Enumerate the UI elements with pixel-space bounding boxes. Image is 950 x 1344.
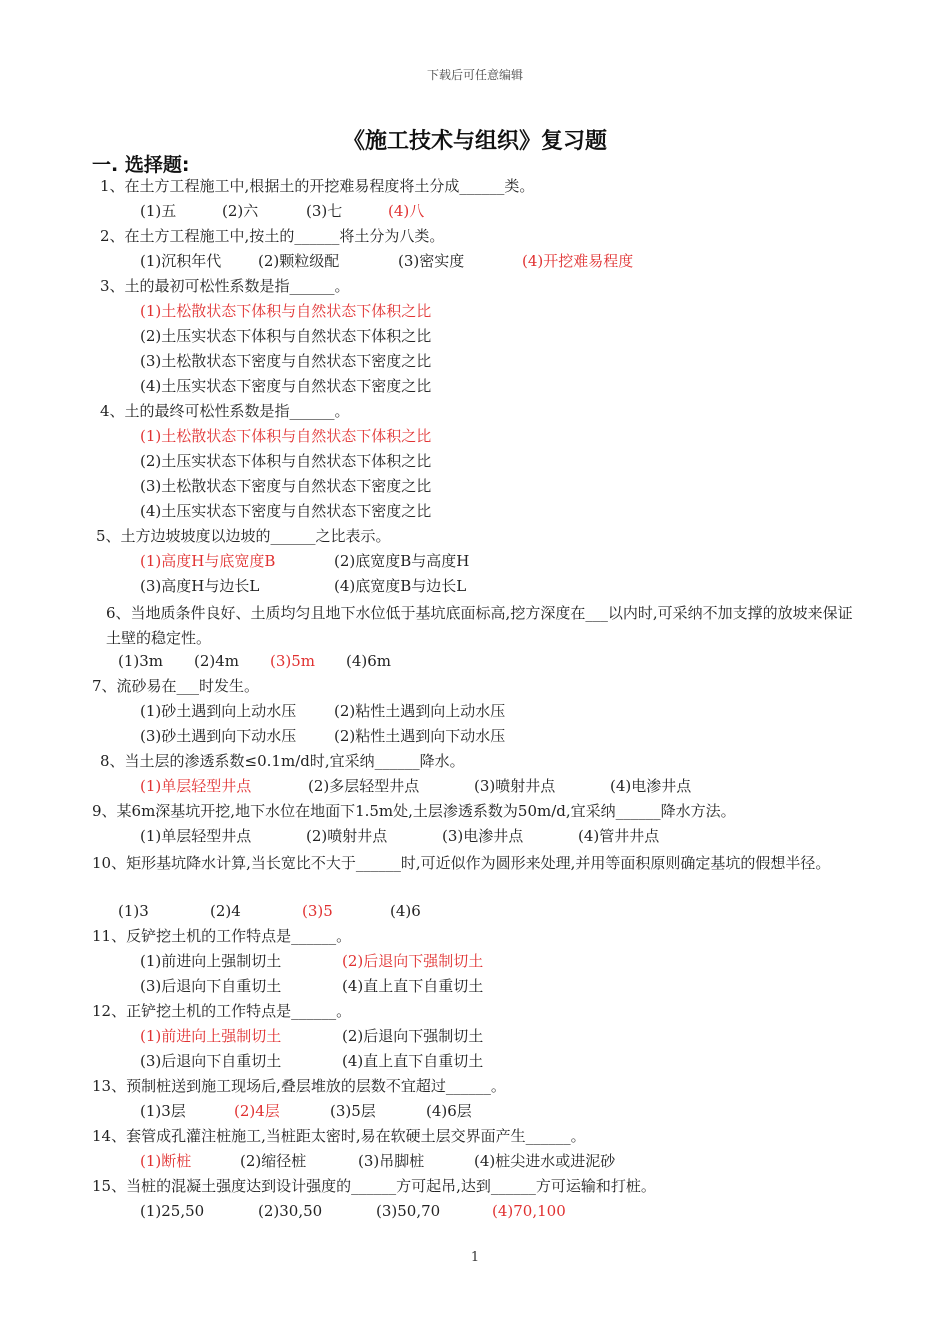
q5-option-1-answer: (1)高度H与底宽度B [140, 552, 276, 570]
q9-option-1: (1)单层轻型井点 [140, 827, 252, 845]
question-1: 1、在土方工程施工中,根据土的开挖难易程度将土分成______类。 [100, 177, 535, 195]
q6-option-2: (2)4m [194, 652, 240, 670]
q1-option-3: (3)七 [306, 202, 343, 220]
q10-option-1: (1)3 [118, 902, 149, 920]
q8-option-1-answer: (1)单层轻型井点 [140, 777, 252, 795]
question-9: 9、某6m深基坑开挖,地下水位在地面下1.5m处,土层渗透系数为50m/d,宜采纳______降水方法。 [92, 802, 736, 820]
q12-option-2: (2)后退向下强制切土 [342, 1027, 484, 1045]
q4-option-4: (4)土压实状态下密度与自然状态下密度之比 [140, 502, 432, 520]
question-11: 11、反铲挖土机的工作特点是______。 [92, 927, 352, 945]
q11-option-4: (4)直上直下自重切土 [342, 977, 484, 995]
q6-option-3-answer: (3)5m [270, 652, 316, 670]
q1-option-1: (1)五 [140, 202, 177, 220]
q6-option-4: (4)6m [346, 652, 392, 670]
q11-option-2-answer: (2)后退向下强制切土 [342, 952, 484, 970]
q4-option-1-answer: (1)土松散状态下体积与自然状态下体积之比 [140, 427, 432, 445]
question-5: 5、土方边坡坡度以边坡的______之比表示。 [96, 527, 391, 545]
q9-option-4: (4)管井井点 [578, 827, 660, 845]
q14-option-2: (2)缩径桩 [240, 1152, 307, 1170]
question-13: 13、预制桩送到施工现场后,叠层堆放的层数不宜超过______。 [92, 1077, 506, 1095]
q13-option-3: (3)5层 [330, 1102, 376, 1120]
q8-option-4: (4)电渗井点 [610, 777, 692, 795]
q9-option-2: (2)喷射井点 [306, 827, 388, 845]
q1-option-2: (2)六 [222, 202, 259, 220]
q13-option-1: (1)3层 [140, 1102, 186, 1120]
q13-option-2-answer: (2)4层 [234, 1102, 280, 1120]
question-4: 4、土的最终可松性系数是指______。 [100, 402, 350, 420]
q12-option-3: (3)后退向下自重切土 [140, 1052, 282, 1070]
document-title: 《施工技术与组织》复习题 [342, 129, 607, 154]
q2-option-1: (1)沉积年代 [140, 252, 222, 270]
question-6: 6、当地质条件良好、土质均匀且地下水位低于基坑底面标高,挖方深度在___以内时,可采纳不加支撑的放坡来保证土壁的稳定性。 [106, 604, 853, 647]
page-number: 1 [470, 1250, 480, 1265]
q15-option-4-answer: (4)70,100 [492, 1202, 566, 1220]
question-7: 7、流砂易在___时发生。 [92, 677, 260, 695]
q3-option-4: (4)土压实状态下密度与自然状态下密度之比 [140, 377, 432, 395]
q8-option-2: (2)多层轻型井点 [308, 777, 420, 795]
q3-option-1-answer: (1)土松散状态下体积与自然状态下体积之比 [140, 302, 432, 320]
question-10: 10、矩形基坑降水计算,当长宽比不大于______时,可近似作为圆形来处理,并用等面积原则确定基坑的假想半径。 [92, 854, 831, 872]
q2-option-3: (3)密实度 [398, 252, 465, 270]
q5-option-3: (3)高度H与边长L [140, 577, 260, 595]
question-15: 15、当桩的混凝土强度达到设计强度的______方可起吊,达到______方可运输和打桩。 [92, 1177, 656, 1195]
q8-option-3: (3)喷射井点 [474, 777, 556, 795]
q14-option-3: (3)吊脚桩 [358, 1152, 425, 1170]
q5-option-2: (2)底宽度B与高度H [334, 552, 470, 570]
q12-option-4: (4)直上直下自重切土 [342, 1052, 484, 1070]
q15-option-1: (1)25,50 [140, 1202, 205, 1220]
q14-option-4: (4)桩尖进水或进泥砂 [474, 1152, 616, 1170]
question-2: 2、在土方工程施工中,按土的______将土分为八类。 [100, 227, 445, 245]
page-header: 下载后可任意编辑 [426, 68, 523, 82]
question-8: 8、当土层的渗透系数≤0.1m/d时,宜采纳______降水。 [100, 752, 465, 770]
q12-option-1-answer: (1)前进向上强制切土 [140, 1027, 282, 1045]
q14-option-1-answer: (1)断桩 [140, 1152, 192, 1170]
q15-option-2: (2)30,50 [258, 1202, 323, 1220]
q9-option-3: (3)电渗井点 [442, 827, 524, 845]
question-3: 3、土的最初可松性系数是指______。 [100, 277, 350, 295]
q13-option-4: (4)6层 [426, 1102, 472, 1120]
q4-option-2: (2)土压实状态下体积与自然状态下体积之比 [140, 452, 432, 470]
q10-option-2: (2)4 [210, 902, 241, 920]
q6-option-1: (1)3m [118, 652, 164, 670]
question-14: 14、套管成孔灌注桩施工,当桩距太密时,易在软硬土层交界面产生______。 [92, 1127, 586, 1145]
q7-option-2: (2)粘性土遇到向上动水压 [334, 702, 506, 720]
q10-option-4: (4)6 [390, 902, 421, 920]
q7-option-3: (3)砂土遇到向下动水压 [140, 727, 297, 745]
q7-option-4: (2)粘性土遇到向下动水压 [334, 727, 506, 745]
q5-option-4: (4)底宽度B与边长L [334, 577, 467, 595]
q3-option-2: (2)土压实状态下体积与自然状态下体积之比 [140, 327, 432, 345]
section-heading: 一. 选择题: [92, 154, 190, 176]
q4-option-3: (3)土松散状态下密度与自然状态下密度之比 [140, 477, 432, 495]
q15-option-3: (3)50,70 [376, 1202, 441, 1220]
q11-option-1: (1)前进向上强制切土 [140, 952, 282, 970]
q1-option-4-answer: (4)八 [388, 202, 425, 220]
question-12: 12、正铲挖土机的工作特点是______。 [92, 1002, 352, 1020]
q11-option-3: (3)后退向下自重切土 [140, 977, 282, 995]
q2-option-2: (2)颗粒级配 [258, 252, 340, 270]
q10-option-3-answer: (3)5 [302, 902, 333, 920]
q3-option-3: (3)土松散状态下密度与自然状态下密度之比 [140, 352, 432, 370]
q2-option-4-answer: (4)开挖难易程度 [522, 252, 634, 270]
q7-option-1: (1)砂土遇到向上动水压 [140, 702, 297, 720]
